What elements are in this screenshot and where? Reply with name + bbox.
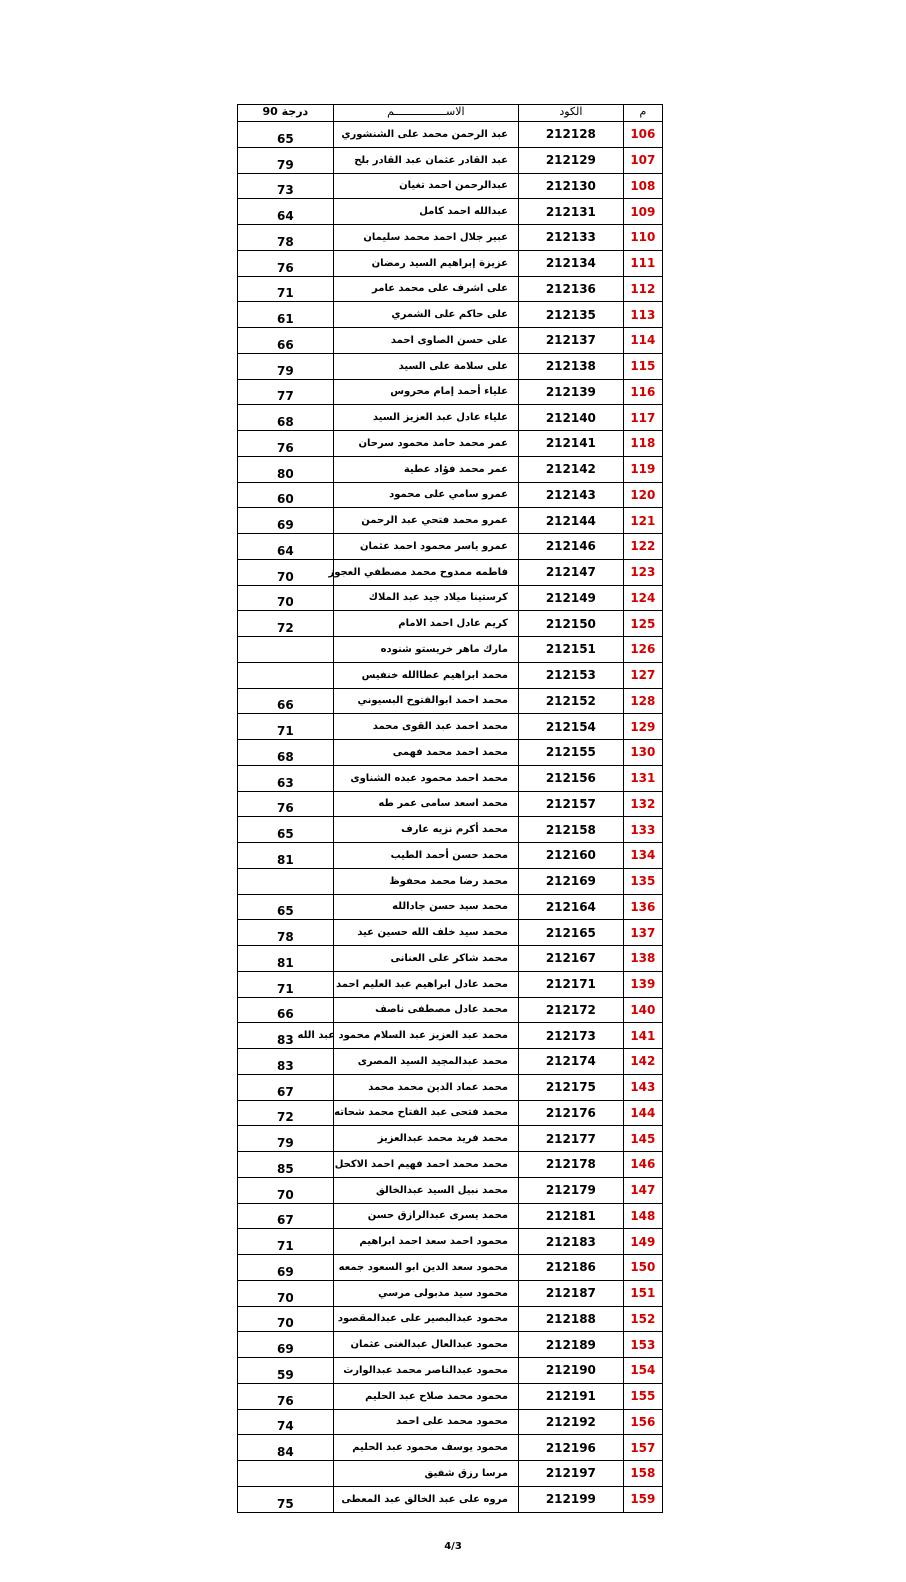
table-row bbox=[238, 946, 663, 972]
row-number: 109 bbox=[623, 199, 662, 225]
table-row bbox=[238, 1049, 663, 1075]
row-number: 147 bbox=[623, 1177, 662, 1203]
row-grade: 71 bbox=[238, 1229, 334, 1255]
row-name: محمد فتحى عبد الفتاح محمد شحاته bbox=[333, 1100, 518, 1126]
row-name: عمرو ياسر محمود احمد عثمان bbox=[333, 534, 518, 560]
table-row bbox=[238, 791, 663, 817]
row-number: 128 bbox=[623, 688, 662, 714]
row-name: محمود عبدالعال عبدالغنى عثمان bbox=[333, 1332, 518, 1358]
row-number: 133 bbox=[623, 817, 662, 843]
row-number: 124 bbox=[623, 585, 662, 611]
row-code: 212174 bbox=[519, 1049, 624, 1075]
row-code: 212196 bbox=[519, 1435, 624, 1461]
row-number: 131 bbox=[623, 765, 662, 791]
row-code: 212138 bbox=[519, 353, 624, 379]
row-code: 212175 bbox=[519, 1074, 624, 1100]
row-name: محمد عادل مصطفى ناصف bbox=[333, 997, 518, 1023]
table-row bbox=[238, 508, 663, 534]
table-row bbox=[238, 431, 663, 457]
row-name: مروه على عبد الخالق عبد المعطى bbox=[333, 1486, 518, 1512]
row-name: محمد سيد خلف الله حسين عيد bbox=[333, 920, 518, 946]
row-code: 212149 bbox=[519, 585, 624, 611]
row-number: 122 bbox=[623, 534, 662, 560]
table-row bbox=[238, 1358, 663, 1384]
row-number: 148 bbox=[623, 1203, 662, 1229]
row-code: 212142 bbox=[519, 456, 624, 482]
table-row bbox=[238, 1486, 663, 1512]
row-code: 212160 bbox=[519, 843, 624, 869]
row-grade: 72 bbox=[238, 1100, 334, 1126]
row-grade: 70 bbox=[238, 1177, 334, 1203]
table-header-row bbox=[238, 105, 663, 122]
row-code: 212199 bbox=[519, 1486, 624, 1512]
row-code: 212152 bbox=[519, 688, 624, 714]
table-row bbox=[238, 353, 663, 379]
row-number: 153 bbox=[623, 1332, 662, 1358]
row-number: 143 bbox=[623, 1074, 662, 1100]
row-name: محمد احمد محمد فهمى bbox=[333, 740, 518, 766]
table-row bbox=[238, 379, 663, 405]
row-grade: 68 bbox=[238, 405, 334, 431]
row-grade: 70 bbox=[238, 585, 334, 611]
row-name: محمد رضا محمد محفوظ bbox=[333, 868, 518, 894]
row-name: عمرو محمد فتحي عبد الرحمن bbox=[333, 508, 518, 534]
row-number: 150 bbox=[623, 1255, 662, 1281]
row-name: عبير جلال احمد محمد سليمان bbox=[333, 225, 518, 251]
row-grade: 79 bbox=[238, 1126, 334, 1152]
table-row bbox=[238, 817, 663, 843]
table-row bbox=[238, 534, 663, 560]
row-code: 212128 bbox=[519, 122, 624, 148]
row-grade: 70 bbox=[238, 1306, 334, 1332]
row-number: 140 bbox=[623, 997, 662, 1023]
row-name: كرستينا ميلاد جيد عبد الملاك bbox=[333, 585, 518, 611]
table-row bbox=[238, 122, 663, 148]
row-grade: 78 bbox=[238, 225, 334, 251]
row-name: مارك ماهر خريستو شنوده bbox=[333, 637, 518, 663]
row-number: 155 bbox=[623, 1383, 662, 1409]
row-grade: 64 bbox=[238, 534, 334, 560]
row-grade: 74 bbox=[238, 1409, 334, 1435]
row-name: محمود عبدالناصر محمد عبدالوارث bbox=[333, 1358, 518, 1384]
table-row bbox=[238, 1229, 663, 1255]
row-code: 212183 bbox=[519, 1229, 624, 1255]
table-row bbox=[238, 302, 663, 328]
row-name: محمد أكرم نزيه عارف bbox=[333, 817, 518, 843]
table-row bbox=[238, 1383, 663, 1409]
row-grade: 68 bbox=[238, 740, 334, 766]
grades-table bbox=[237, 104, 663, 1513]
row-grade: 64 bbox=[238, 199, 334, 225]
table-row bbox=[238, 1126, 663, 1152]
row-code: 212134 bbox=[519, 250, 624, 276]
table-row bbox=[238, 1435, 663, 1461]
row-name: محمود سعد الدين ابو السعود جمعه bbox=[333, 1255, 518, 1281]
row-grade bbox=[238, 868, 334, 894]
row-code: 212154 bbox=[519, 714, 624, 740]
table-row bbox=[238, 585, 663, 611]
row-code: 212131 bbox=[519, 199, 624, 225]
row-grade: 83 bbox=[238, 1049, 334, 1075]
row-code: 212191 bbox=[519, 1383, 624, 1409]
row-name: على اشرف على محمد عامر bbox=[333, 276, 518, 302]
row-code: 212136 bbox=[519, 276, 624, 302]
row-code: 212187 bbox=[519, 1280, 624, 1306]
row-name: محمد احمد عبد القوى محمد bbox=[333, 714, 518, 740]
row-code: 212179 bbox=[519, 1177, 624, 1203]
row-name: عبد الرحمن محمد على الشنشوري bbox=[333, 122, 518, 148]
row-grade: 69 bbox=[238, 1255, 334, 1281]
table-row bbox=[238, 1177, 663, 1203]
header-name: الاســــــــــــــــم bbox=[333, 105, 518, 122]
table-row bbox=[238, 1255, 663, 1281]
table-row bbox=[238, 456, 663, 482]
row-code: 212169 bbox=[519, 868, 624, 894]
row-grade: 66 bbox=[238, 688, 334, 714]
row-name: محمد فريد محمد عبدالعزيز bbox=[333, 1126, 518, 1152]
row-name: كريم عادل احمد الامام bbox=[333, 611, 518, 637]
row-grade: 76 bbox=[238, 1383, 334, 1409]
table-row bbox=[238, 147, 663, 173]
row-code: 212146 bbox=[519, 534, 624, 560]
row-code: 212130 bbox=[519, 173, 624, 199]
row-name: محمد اسعد سامى عمر طه bbox=[333, 791, 518, 817]
row-code: 212192 bbox=[519, 1409, 624, 1435]
row-grade: 84 bbox=[238, 1435, 334, 1461]
row-grade: 67 bbox=[238, 1074, 334, 1100]
row-name: عبد القادر عثمان عبد القادر بلح bbox=[333, 147, 518, 173]
row-number: 127 bbox=[623, 662, 662, 688]
row-code: 212141 bbox=[519, 431, 624, 457]
row-code: 212135 bbox=[519, 302, 624, 328]
row-number: 149 bbox=[623, 1229, 662, 1255]
row-code: 212150 bbox=[519, 611, 624, 637]
row-number: 129 bbox=[623, 714, 662, 740]
row-name: محمود احمد سعد احمد ابراهيم bbox=[333, 1229, 518, 1255]
row-number: 119 bbox=[623, 456, 662, 482]
row-number: 151 bbox=[623, 1280, 662, 1306]
row-code: 212144 bbox=[519, 508, 624, 534]
table-row bbox=[238, 250, 663, 276]
table-row bbox=[238, 482, 663, 508]
row-number: 107 bbox=[623, 147, 662, 173]
row-code: 212177 bbox=[519, 1126, 624, 1152]
row-number: 108 bbox=[623, 173, 662, 199]
row-number: 142 bbox=[623, 1049, 662, 1075]
row-number: 125 bbox=[623, 611, 662, 637]
row-number: 157 bbox=[623, 1435, 662, 1461]
row-grade: 67 bbox=[238, 1203, 334, 1229]
row-number: 132 bbox=[623, 791, 662, 817]
row-grade: 71 bbox=[238, 714, 334, 740]
row-number: 121 bbox=[623, 508, 662, 534]
row-name: محمد احمد ابوالفتوح البسيوني bbox=[333, 688, 518, 714]
row-grade: 63 bbox=[238, 765, 334, 791]
row-grade: 71 bbox=[238, 276, 334, 302]
row-grade: 71 bbox=[238, 971, 334, 997]
row-name: عمر محمد فؤاد عطية bbox=[333, 456, 518, 482]
row-code: 212129 bbox=[519, 147, 624, 173]
row-code: 212178 bbox=[519, 1152, 624, 1178]
row-grade: 66 bbox=[238, 328, 334, 354]
row-name: محمد محمد احمد فهيم احمد الاكحل bbox=[333, 1152, 518, 1178]
row-name: علياء أحمد إمام محروس bbox=[333, 379, 518, 405]
row-grade: 70 bbox=[238, 559, 334, 585]
row-grade: 79 bbox=[238, 353, 334, 379]
row-code: 212158 bbox=[519, 817, 624, 843]
table-row bbox=[238, 1306, 663, 1332]
table-row bbox=[238, 1461, 663, 1487]
row-number: 141 bbox=[623, 1023, 662, 1049]
table-row bbox=[238, 1100, 663, 1126]
row-name: محمود محمد صلاح عبد الحليم bbox=[333, 1383, 518, 1409]
row-code: 212167 bbox=[519, 946, 624, 972]
row-code: 212139 bbox=[519, 379, 624, 405]
row-name: عمرو سامي على محمود bbox=[333, 482, 518, 508]
row-grade: 70 bbox=[238, 1280, 334, 1306]
row-number: 112 bbox=[623, 276, 662, 302]
row-name: محمد يسرى عبدالرازق حسن bbox=[333, 1203, 518, 1229]
row-code: 212156 bbox=[519, 765, 624, 791]
table-row bbox=[238, 1332, 663, 1358]
row-grade: 72 bbox=[238, 611, 334, 637]
row-name: محمود عبدالبصير على عبدالمقصود bbox=[333, 1306, 518, 1332]
row-number: 116 bbox=[623, 379, 662, 405]
row-number: 156 bbox=[623, 1409, 662, 1435]
table-row bbox=[238, 740, 663, 766]
row-code: 212165 bbox=[519, 920, 624, 946]
table-row bbox=[238, 894, 663, 920]
table-row bbox=[238, 328, 663, 354]
table-row bbox=[238, 1280, 663, 1306]
row-grade bbox=[238, 662, 334, 688]
row-grade: 78 bbox=[238, 920, 334, 946]
row-grade: 85 bbox=[238, 1152, 334, 1178]
table-row bbox=[238, 1203, 663, 1229]
row-grade: 73 bbox=[238, 173, 334, 199]
table-row bbox=[238, 765, 663, 791]
table-row bbox=[238, 611, 663, 637]
table-row bbox=[238, 662, 663, 688]
row-name: محمود محمد على احمد bbox=[333, 1409, 518, 1435]
row-number: 114 bbox=[623, 328, 662, 354]
row-name: محمد حسن أحمد الطيب bbox=[333, 843, 518, 869]
row-number: 113 bbox=[623, 302, 662, 328]
table-row bbox=[238, 688, 663, 714]
row-code: 212197 bbox=[519, 1461, 624, 1487]
header-num: م bbox=[623, 105, 662, 122]
row-name: عمر محمد حامد محمود سرحان bbox=[333, 431, 518, 457]
row-grade: 76 bbox=[238, 431, 334, 457]
table-row bbox=[238, 559, 663, 585]
row-name: محمد عبد العزيز عبد السلام محمود عبد الله bbox=[333, 1023, 518, 1049]
row-code: 212186 bbox=[519, 1255, 624, 1281]
table-row bbox=[238, 714, 663, 740]
row-code: 212155 bbox=[519, 740, 624, 766]
table-row bbox=[238, 1074, 663, 1100]
row-grade: 76 bbox=[238, 250, 334, 276]
table-row bbox=[238, 1023, 663, 1049]
row-number: 118 bbox=[623, 431, 662, 457]
row-code: 212173 bbox=[519, 1023, 624, 1049]
table-row bbox=[238, 1409, 663, 1435]
row-number: 135 bbox=[623, 868, 662, 894]
header-code: الكود bbox=[519, 105, 624, 122]
table-row bbox=[238, 920, 663, 946]
row-grade: 83 bbox=[238, 1023, 334, 1049]
row-name: محمد شاكر على العنانى bbox=[333, 946, 518, 972]
row-grade: 81 bbox=[238, 843, 334, 869]
row-number: 146 bbox=[623, 1152, 662, 1178]
row-name: عبدالله احمد كامل bbox=[333, 199, 518, 225]
row-name: عزيزة إبراهيم السيد رمضان bbox=[333, 250, 518, 276]
row-name: على حسن الصاوى احمد bbox=[333, 328, 518, 354]
row-grade: 69 bbox=[238, 508, 334, 534]
row-name: محمد ابراهيم عطاالله خنفيس bbox=[333, 662, 518, 688]
row-code: 212164 bbox=[519, 894, 624, 920]
row-number: 145 bbox=[623, 1126, 662, 1152]
row-name: محمد نبيل السيد عبدالخالق bbox=[333, 1177, 518, 1203]
row-grade: 75 bbox=[238, 1486, 334, 1512]
row-code: 212189 bbox=[519, 1332, 624, 1358]
row-grade: 59 bbox=[238, 1358, 334, 1384]
row-number: 130 bbox=[623, 740, 662, 766]
row-number: 134 bbox=[623, 843, 662, 869]
row-code: 212151 bbox=[519, 637, 624, 663]
row-grade: 77 bbox=[238, 379, 334, 405]
row-grade: 65 bbox=[238, 894, 334, 920]
row-code: 212190 bbox=[519, 1358, 624, 1384]
row-code: 212176 bbox=[519, 1100, 624, 1126]
row-code: 212147 bbox=[519, 559, 624, 585]
row-grade bbox=[238, 1461, 334, 1487]
row-name: محمد سيد حسن جادالله bbox=[333, 894, 518, 920]
row-name: علياء عادل عبد العزيز السيد bbox=[333, 405, 518, 431]
row-grade: 79 bbox=[238, 147, 334, 173]
row-name: محمود يوسف محمود عبد الحليم bbox=[333, 1435, 518, 1461]
row-code: 212172 bbox=[519, 997, 624, 1023]
row-code: 212153 bbox=[519, 662, 624, 688]
row-code: 212181 bbox=[519, 1203, 624, 1229]
row-number: 115 bbox=[623, 353, 662, 379]
row-grade: 60 bbox=[238, 482, 334, 508]
row-number: 111 bbox=[623, 250, 662, 276]
table-row bbox=[238, 997, 663, 1023]
row-number: 138 bbox=[623, 946, 662, 972]
row-name: محمد احمد محمود عبده الشناوى bbox=[333, 765, 518, 791]
table-row bbox=[238, 405, 663, 431]
row-grade: 69 bbox=[238, 1332, 334, 1358]
row-code: 212137 bbox=[519, 328, 624, 354]
row-code: 212140 bbox=[519, 405, 624, 431]
row-name: فاطمه ممدوح محمد مصطفي العجوز bbox=[333, 559, 518, 585]
table-row bbox=[238, 276, 663, 302]
row-number: 154 bbox=[623, 1358, 662, 1384]
row-number: 158 bbox=[623, 1461, 662, 1487]
table-row bbox=[238, 971, 663, 997]
header-grade: درجة 90 bbox=[238, 105, 334, 122]
row-name: محمد عبدالمجيد السيد المصرى bbox=[333, 1049, 518, 1075]
page-number: 4/3 bbox=[444, 1541, 462, 1552]
table-row bbox=[238, 173, 663, 199]
row-name: على سلامة على السيد bbox=[333, 353, 518, 379]
row-number: 144 bbox=[623, 1100, 662, 1126]
row-number: 106 bbox=[623, 122, 662, 148]
row-code: 212133 bbox=[519, 225, 624, 251]
table-row bbox=[238, 199, 663, 225]
row-name: مرسا رزق شفيق bbox=[333, 1461, 518, 1487]
row-name: عبدالرحمن احمد تغيان bbox=[333, 173, 518, 199]
row-number: 110 bbox=[623, 225, 662, 251]
row-number: 126 bbox=[623, 637, 662, 663]
row-grade bbox=[238, 637, 334, 663]
row-grade: 65 bbox=[238, 817, 334, 843]
row-grade: 65 bbox=[238, 122, 334, 148]
row-number: 152 bbox=[623, 1306, 662, 1332]
row-number: 139 bbox=[623, 971, 662, 997]
table-row bbox=[238, 1152, 663, 1178]
row-code: 212188 bbox=[519, 1306, 624, 1332]
row-grade: 81 bbox=[238, 946, 334, 972]
row-number: 137 bbox=[623, 920, 662, 946]
row-name: محمد عادل ابراهيم عبد العليم احمد bbox=[333, 971, 518, 997]
row-grade: 61 bbox=[238, 302, 334, 328]
row-number: 123 bbox=[623, 559, 662, 585]
row-code: 212143 bbox=[519, 482, 624, 508]
table-row bbox=[238, 868, 663, 894]
table-row bbox=[238, 225, 663, 251]
row-name: على حاكم على الشمري bbox=[333, 302, 518, 328]
row-grade: 80 bbox=[238, 456, 334, 482]
row-grade: 66 bbox=[238, 997, 334, 1023]
table-row bbox=[238, 843, 663, 869]
row-number: 117 bbox=[623, 405, 662, 431]
row-number: 136 bbox=[623, 894, 662, 920]
row-grade: 76 bbox=[238, 791, 334, 817]
table-row bbox=[238, 637, 663, 663]
row-code: 212157 bbox=[519, 791, 624, 817]
row-name: محمود سيد مدبولى مرسي bbox=[333, 1280, 518, 1306]
row-number: 159 bbox=[623, 1486, 662, 1512]
row-number: 120 bbox=[623, 482, 662, 508]
row-code: 212171 bbox=[519, 971, 624, 997]
row-name: محمد عماد الدين محمد محمد bbox=[333, 1074, 518, 1100]
